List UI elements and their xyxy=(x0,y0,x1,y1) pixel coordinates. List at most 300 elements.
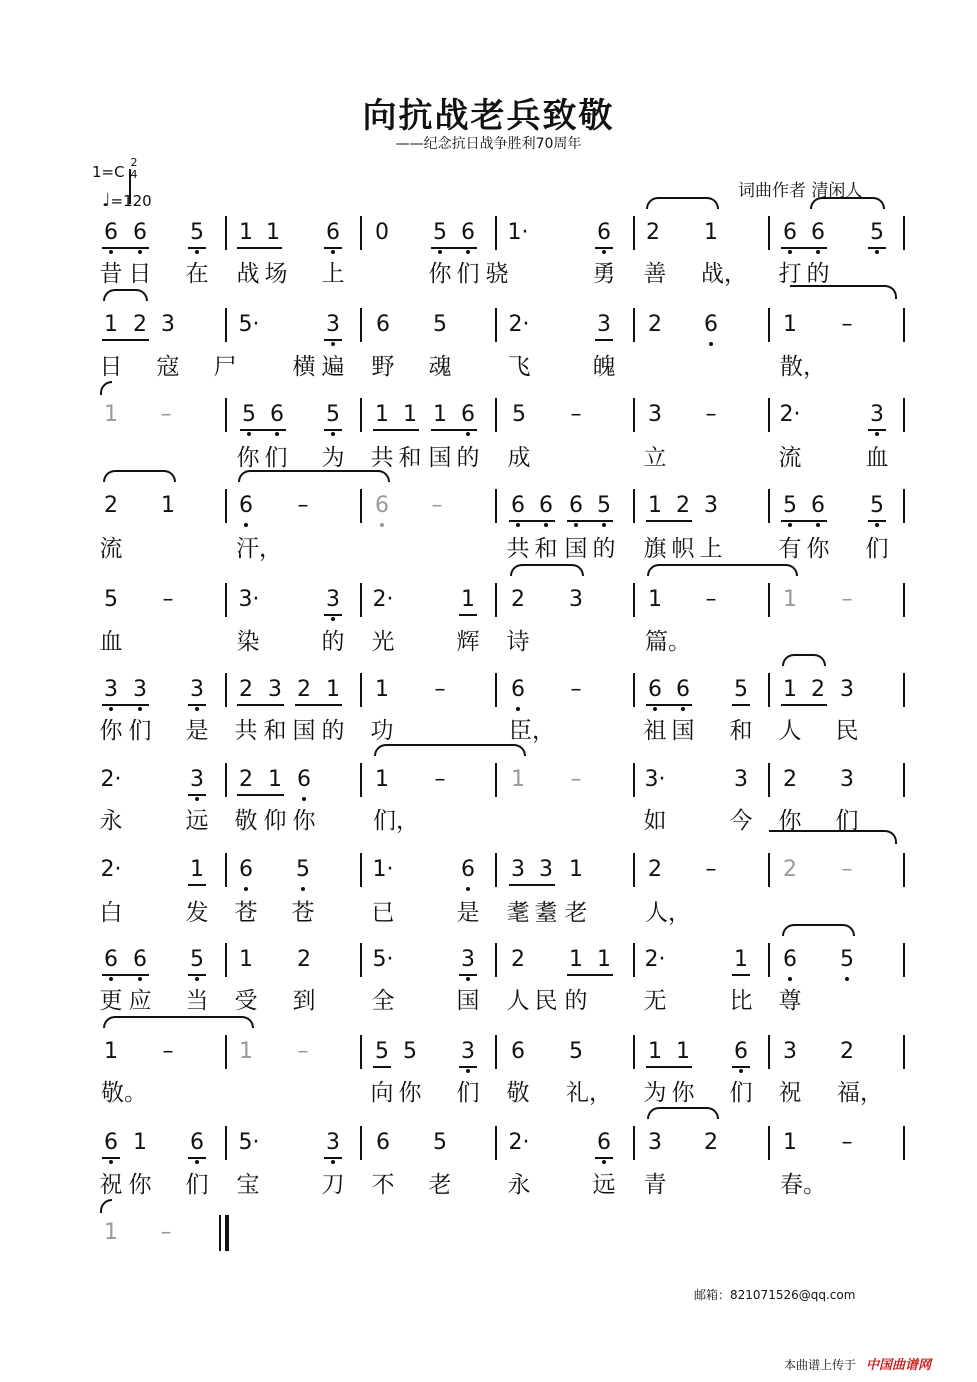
lyric-char: 你 xyxy=(292,808,316,834)
low-octave-dot xyxy=(109,977,113,981)
low-octave-dot xyxy=(195,797,199,801)
lyric-char: 为 xyxy=(321,445,345,471)
lyric-char: 魄 xyxy=(592,354,616,380)
jianpu-note: 1 xyxy=(190,857,204,882)
slur-arc xyxy=(647,564,798,576)
duration-underline xyxy=(732,1066,750,1068)
low-octave-dot xyxy=(138,250,142,254)
bar-line xyxy=(768,1126,770,1160)
slur-arc xyxy=(810,197,885,209)
jianpu-note: 2 xyxy=(783,767,797,792)
jianpu-note: 2 xyxy=(648,312,662,337)
low-octave-dot xyxy=(602,1160,606,1164)
duration-underline xyxy=(324,429,342,431)
lyric-char: 你 xyxy=(778,808,802,834)
jianpu-note: – xyxy=(297,493,309,518)
jianpu-note: 1 xyxy=(133,1130,147,1155)
jianpu-note: 6 xyxy=(643,678,667,702)
lyric-char: 为 xyxy=(643,1080,667,1106)
lyric-char: 老 xyxy=(564,900,588,926)
lyric-char: 飞 xyxy=(507,354,531,380)
jianpu-note: – xyxy=(705,402,717,427)
low-octave-dot xyxy=(466,1069,470,1073)
jianpu-note: 6 xyxy=(564,494,588,518)
low-octave-dot xyxy=(602,523,606,527)
jianpu-note: 2· xyxy=(779,402,801,427)
low-octave-dot xyxy=(109,1160,113,1164)
duration-underline xyxy=(324,1157,342,1159)
lyric-char: 尸 xyxy=(213,354,237,380)
low-octave-dot xyxy=(138,707,142,711)
jianpu-note: – xyxy=(841,312,853,337)
bar-line xyxy=(903,763,905,797)
bar-line xyxy=(768,489,770,523)
slur-arc xyxy=(103,470,176,482)
lyric-char: 的 xyxy=(806,261,830,287)
jianpu-note: 6 xyxy=(729,1040,753,1064)
lyric-char: 和 xyxy=(398,445,422,471)
jianpu-note: 1 xyxy=(648,587,662,612)
bar-line xyxy=(225,216,227,250)
jianpu-note: 3 xyxy=(865,403,889,427)
duration-underline xyxy=(240,429,286,431)
jianpu-note: 6 xyxy=(321,221,345,245)
bar-line xyxy=(768,1035,770,1069)
jianpu-note: 5 xyxy=(433,312,447,337)
jianpu-note: 6 xyxy=(376,1130,390,1155)
bar-line xyxy=(903,583,905,617)
jianpu-note: 6 xyxy=(806,494,830,518)
jianpu-note: 3 xyxy=(321,588,345,612)
low-octave-dot xyxy=(816,250,820,254)
duration-underline xyxy=(295,704,342,706)
key-signature: 1=C xyxy=(92,163,125,181)
duration-underline xyxy=(595,1157,613,1159)
jianpu-note: – xyxy=(570,677,582,702)
jianpu-note: 2· xyxy=(372,587,394,612)
jianpu-note: 5 xyxy=(865,221,889,245)
low-octave-dot xyxy=(788,523,792,527)
bar-line xyxy=(225,489,227,523)
low-octave-dot xyxy=(380,523,384,527)
jianpu-note: 3 xyxy=(648,402,662,427)
lyric-char: 共 xyxy=(234,718,258,744)
low-octave-dot xyxy=(244,523,248,527)
lyric-char: 共 xyxy=(506,536,530,562)
jianpu-note: 2· xyxy=(644,947,666,972)
duration-underline xyxy=(431,247,477,249)
lyric-char: 的 xyxy=(564,988,588,1014)
lyric-char: 魂 xyxy=(428,354,452,380)
lyric-char: 更 xyxy=(99,988,123,1014)
jianpu-note: 2 xyxy=(297,947,311,972)
jianpu-note: 2 xyxy=(511,947,525,972)
lyric-char: 受 xyxy=(234,988,258,1014)
jianpu-note: 5 xyxy=(734,677,748,702)
page-subtitle: ——纪念抗日战争胜利70周年 xyxy=(395,136,582,152)
slur-arc xyxy=(647,1107,719,1119)
low-octave-dot xyxy=(788,250,792,254)
duration-underline xyxy=(781,247,827,249)
low-octave-dot xyxy=(681,707,685,711)
bar-line xyxy=(633,1035,635,1069)
bar-line xyxy=(633,583,635,617)
low-octave-dot xyxy=(602,250,606,254)
bar-line xyxy=(225,943,227,977)
jianpu-note: 5 xyxy=(835,948,859,972)
jianpu-note: 6 xyxy=(806,221,830,245)
jianpu-note: 3 xyxy=(128,678,152,702)
duration-underline xyxy=(646,1066,692,1068)
low-octave-dot xyxy=(331,617,335,621)
duration-underline xyxy=(324,339,342,341)
bar-line xyxy=(495,216,497,250)
jianpu-note: 1 xyxy=(569,857,583,882)
bar-line xyxy=(633,853,635,887)
lyric-char: 无 xyxy=(643,988,667,1014)
jianpu-note: – xyxy=(705,857,717,882)
jianpu-note: 3 xyxy=(840,677,854,702)
bar-line xyxy=(360,1126,362,1160)
lyric-char: 诗 xyxy=(506,629,530,655)
bar-line xyxy=(633,216,635,250)
bar-line xyxy=(495,943,497,977)
jianpu-note: 3· xyxy=(644,767,666,792)
lyric-char: 勇 xyxy=(592,261,616,287)
jianpu-note: – xyxy=(841,857,853,882)
jianpu-note: 2· xyxy=(508,1130,530,1155)
time-signature xyxy=(129,157,139,181)
jianpu-note: 5 xyxy=(512,402,526,427)
lyric-char: 血 xyxy=(865,445,889,471)
duration-underline xyxy=(595,339,613,341)
bar-line xyxy=(768,943,770,977)
bar-line xyxy=(633,398,635,432)
lyric-char: 们 xyxy=(729,1080,753,1106)
bar-line xyxy=(768,763,770,797)
lyric-char: 日 xyxy=(128,261,152,287)
duration-underline xyxy=(188,884,206,886)
jianpu-note: 5 xyxy=(321,403,345,427)
lyric-char: 刀 xyxy=(321,1172,345,1198)
jianpu-note: 6 xyxy=(534,494,558,518)
duration-underline xyxy=(567,974,613,976)
duration-underline xyxy=(188,794,206,796)
slur-arc xyxy=(103,1016,254,1028)
jianpu-note: 1 xyxy=(268,767,282,792)
lyric-char: 们 xyxy=(128,718,152,744)
jianpu-note: – xyxy=(160,1220,172,1245)
jianpu-note: – xyxy=(160,402,172,427)
low-octave-dot xyxy=(516,707,520,711)
lyric-char: 战 xyxy=(236,261,260,287)
lyric-char: 你 xyxy=(806,536,830,562)
low-octave-dot xyxy=(275,432,279,436)
slur-arc xyxy=(103,289,148,301)
lyric-char: 苍 xyxy=(291,900,315,926)
lyric-char: 国 xyxy=(564,536,588,562)
contact-email xyxy=(694,1286,855,1303)
lyric-char: 有 xyxy=(778,536,802,562)
lyric-char: 今 xyxy=(729,808,753,834)
lyric-char: 敬 xyxy=(506,1080,530,1106)
duration-underline xyxy=(237,794,284,796)
jianpu-note: 1 xyxy=(569,947,583,972)
final-bar-thin xyxy=(219,1215,221,1251)
lyric-char: 民 xyxy=(835,718,859,744)
lyric-char: 们 xyxy=(835,808,859,834)
bar-line xyxy=(768,216,770,250)
low-octave-dot xyxy=(875,432,879,436)
low-octave-dot xyxy=(574,523,578,527)
bar-line xyxy=(768,308,770,342)
jianpu-note: 1 xyxy=(104,402,118,427)
lyric-char: 上 xyxy=(321,261,345,287)
low-octave-dot xyxy=(244,887,248,891)
jianpu-note: – xyxy=(162,587,174,612)
low-octave-dot xyxy=(301,887,305,891)
lyric-char: 和 xyxy=(534,536,558,562)
lyric-char: 全 xyxy=(371,988,395,1014)
lyric-char: 功 xyxy=(370,718,394,744)
lyric-char: 远 xyxy=(185,808,209,834)
jianpu-note: 5 xyxy=(237,403,261,427)
bar-line xyxy=(225,763,227,797)
lyric-char: 和 xyxy=(263,718,287,744)
low-octave-dot xyxy=(875,523,879,527)
duration-underline xyxy=(102,1157,120,1159)
slur-arc xyxy=(374,744,526,756)
jianpu-note: 2 xyxy=(648,857,662,882)
lyric-char: 们 xyxy=(185,1172,209,1198)
jianpu-note: 2 xyxy=(704,1130,718,1155)
lyric-char: 当 xyxy=(185,988,209,1014)
jianpu-note: 2 xyxy=(511,587,525,612)
jianpu-note: 3 xyxy=(268,677,282,702)
jianpu-note: 6 xyxy=(292,768,316,792)
jianpu-note: 6 xyxy=(234,494,258,518)
jianpu-note: 6 xyxy=(592,221,616,245)
lyric-char: 你 xyxy=(671,1080,695,1106)
low-octave-dot xyxy=(247,432,251,436)
duration-underline xyxy=(102,247,149,249)
low-octave-dot xyxy=(138,977,142,981)
duration-underline xyxy=(102,704,149,706)
lyric-char: 国 xyxy=(292,718,316,744)
duration-underline xyxy=(459,614,477,616)
jianpu-note: 6 xyxy=(778,948,802,972)
low-octave-dot xyxy=(466,250,470,254)
jianpu-note: 6 xyxy=(511,1039,525,1064)
bar-line xyxy=(903,489,905,523)
low-octave-dot xyxy=(653,707,657,711)
lyric-char: 你 xyxy=(428,261,452,287)
bar-line xyxy=(225,853,227,887)
tempo-marking xyxy=(102,190,152,211)
lyric-char: 仰 xyxy=(263,808,287,834)
low-octave-dot xyxy=(109,707,113,711)
lyric-char: 耋 xyxy=(534,900,558,926)
lyric-char: 辉 xyxy=(456,629,480,655)
jianpu-note: 1 xyxy=(597,947,611,972)
lyric-char: 礼， xyxy=(566,1080,612,1106)
low-octave-dot xyxy=(331,432,335,436)
low-octave-dot xyxy=(195,1160,199,1164)
duration-underline xyxy=(567,520,613,522)
jianpu-note: 3 xyxy=(648,1130,662,1155)
duration-underline xyxy=(868,520,886,522)
jianpu-note: 0 xyxy=(375,220,389,245)
jianpu-note: 1· xyxy=(507,220,529,245)
jianpu-note: 5 xyxy=(778,494,802,518)
duration-underline xyxy=(237,704,284,706)
jianpu-note: 5 xyxy=(185,948,209,972)
bar-line xyxy=(903,1035,905,1069)
jianpu-note: 3 xyxy=(185,678,209,702)
bar-line xyxy=(360,216,362,250)
lyric-char: 的 xyxy=(321,718,345,744)
lyric-char: 老 xyxy=(428,1172,452,1198)
lyric-char: 民 xyxy=(534,988,558,1014)
email-label: 邮箱： xyxy=(694,1288,731,1302)
time-signature-bottom: 4 xyxy=(130,168,138,181)
lyric-char: 骁 xyxy=(485,261,509,287)
jianpu-note: 1 xyxy=(375,677,389,702)
jianpu-note: 2 xyxy=(676,493,690,518)
lyric-char: 上 xyxy=(699,536,723,562)
lyric-char: 是 xyxy=(456,900,480,926)
low-octave-dot xyxy=(544,523,548,527)
jianpu-note: 1 xyxy=(461,587,475,612)
jianpu-note: 1 xyxy=(676,1039,690,1064)
duration-underline xyxy=(868,247,886,249)
jianpu-note: – xyxy=(431,493,443,518)
lyric-char: 苍 xyxy=(234,900,258,926)
lyric-char: 的 xyxy=(321,629,345,655)
bar-line xyxy=(633,1126,635,1160)
bar-line xyxy=(903,216,905,250)
low-octave-dot xyxy=(845,977,849,981)
lyric-char: 们 xyxy=(456,261,480,287)
lyric-char: 们 xyxy=(456,1080,480,1106)
jianpu-note: 3 xyxy=(734,767,748,792)
jianpu-note: – xyxy=(841,1130,853,1155)
jianpu-note: – xyxy=(570,767,582,792)
low-octave-dot xyxy=(466,887,470,891)
lyric-char: 们 xyxy=(865,536,889,562)
jianpu-note: 3 xyxy=(321,1131,345,1155)
jianpu-note: 2 xyxy=(297,677,311,702)
duration-underline xyxy=(646,520,692,522)
low-octave-dot xyxy=(331,250,335,254)
jianpu-note: – xyxy=(841,587,853,612)
lyric-char: 祝 xyxy=(778,1080,802,1106)
lyric-char: 血 xyxy=(99,629,123,655)
duration-underline xyxy=(459,1066,477,1068)
lyric-char: 成 xyxy=(507,445,531,471)
jianpu-note: – xyxy=(162,1039,174,1064)
lyric-char: 比 xyxy=(729,988,753,1014)
duration-underline xyxy=(188,704,206,706)
lyric-char: 立 xyxy=(643,445,667,471)
lyric-char: 发 xyxy=(185,900,209,926)
jianpu-note: 5 xyxy=(428,221,452,245)
bar-line xyxy=(360,853,362,887)
bar-line xyxy=(633,943,635,977)
bar-line xyxy=(903,673,905,707)
jianpu-note: 6 xyxy=(99,221,123,245)
low-octave-dot xyxy=(516,523,520,527)
lyric-char: 敬。 xyxy=(101,1080,147,1106)
duration-underline xyxy=(373,1066,391,1068)
lyric-char: 远 xyxy=(592,1172,616,1198)
lyric-char: 祖 xyxy=(643,718,667,744)
bar-line xyxy=(360,489,362,523)
lyric-char: 横 xyxy=(292,354,316,380)
lyric-char: 共 xyxy=(370,445,394,471)
lyric-char: 在 xyxy=(185,261,209,287)
quarter-note-icon: ♩ xyxy=(102,190,111,211)
duration-underline xyxy=(509,884,555,886)
jianpu-note: 1 xyxy=(239,947,253,972)
bar-line xyxy=(225,308,227,342)
lyric-char: 流 xyxy=(778,445,802,471)
jianpu-note: 6 xyxy=(671,678,695,702)
duration-underline xyxy=(732,974,750,976)
bar-line xyxy=(225,398,227,432)
jianpu-note: – xyxy=(570,402,582,427)
bar-line xyxy=(633,763,635,797)
duration-underline xyxy=(102,339,149,341)
jianpu-note: 2 xyxy=(133,312,147,337)
jianpu-note: 2 xyxy=(239,767,253,792)
jianpu-note: 3 xyxy=(185,768,209,792)
lyric-char: 你 xyxy=(99,718,123,744)
bar-line xyxy=(360,308,362,342)
jianpu-note: 5· xyxy=(238,312,260,337)
lyric-char: 和 xyxy=(729,718,753,744)
lyric-char: 永 xyxy=(507,1172,531,1198)
slur-arc xyxy=(238,470,390,482)
lyric-char: 帜 xyxy=(671,536,695,562)
bar-line xyxy=(225,583,227,617)
lyric-char: 光 xyxy=(371,629,395,655)
low-octave-dot xyxy=(466,432,470,436)
bar-line xyxy=(360,398,362,432)
slur-arc xyxy=(646,197,719,209)
jianpu-note: 1 xyxy=(648,1039,662,1064)
jianpu-note: 3 xyxy=(161,312,175,337)
lyric-char: 们， xyxy=(373,808,419,834)
jianpu-note: 6 xyxy=(99,1131,123,1155)
jianpu-note: 1 xyxy=(511,767,525,792)
jianpu-note: 6 xyxy=(265,403,289,427)
tempo-value: =120 xyxy=(110,192,152,210)
jianpu-note: 6 xyxy=(128,948,152,972)
bar-line xyxy=(360,763,362,797)
lyric-char: 春。 xyxy=(780,1172,826,1198)
lyric-char: 国 xyxy=(456,988,480,1014)
final-bar-thick xyxy=(225,1215,229,1251)
lyric-char: 青 xyxy=(643,1172,667,1198)
time-signature-top: 2 xyxy=(130,156,138,169)
jianpu-note: 2 xyxy=(840,1039,854,1064)
low-octave-dot xyxy=(816,523,820,527)
lyric-char: 你 xyxy=(236,445,260,471)
lyric-char: 尊 xyxy=(778,988,802,1014)
bar-line xyxy=(495,1035,497,1069)
tie-in xyxy=(100,1199,112,1213)
